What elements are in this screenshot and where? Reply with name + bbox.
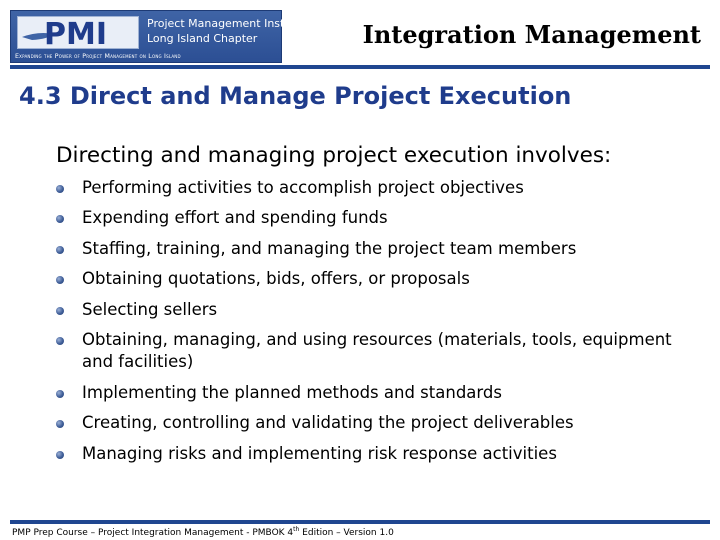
bullet-text: Expending effort and spending funds [82, 208, 388, 228]
bullet-item [56, 443, 706, 465]
bullet-item [56, 382, 706, 404]
pmi-logo-mark [17, 16, 139, 49]
bullet-icon [56, 276, 64, 284]
bullet-item [56, 412, 706, 434]
bullet-item [56, 238, 706, 260]
bullet-icon [56, 390, 64, 398]
logo-tagline: Expanding the Power of Project Management on Long Island [15, 53, 181, 60]
slide-title: 4.3 Direct and Manage Project Execution [19, 82, 572, 110]
bullet-item [56, 268, 706, 290]
slide-intro: Directing and managing project execution involves: [56, 143, 612, 168]
bullet-list [56, 177, 706, 473]
header-divider [10, 65, 710, 69]
footer-suffix: Edition – Version 1.0 [299, 528, 394, 538]
pmi-letters: PMI [44, 17, 108, 48]
bullet-text: Implementing the planned methods and standards [82, 382, 502, 402]
bullet-text: Staffing, training, and managing the project team members [82, 238, 577, 258]
bullet-text: Creating, controlling and validating the project deliverables [82, 413, 574, 433]
section-title: Integration Management [362, 20, 701, 49]
bullet-icon [56, 451, 64, 459]
logo-chapter-name: Long Island Chapter [147, 32, 258, 45]
bullet-text: Selecting sellers [82, 299, 218, 319]
bullet-item [56, 207, 706, 229]
bullet-icon [56, 420, 64, 428]
logo-org-name: Project Management Institute [147, 17, 310, 30]
bullet-item [56, 329, 706, 373]
bullet-text: Obtaining quotations, bids, offers, or proposals [82, 269, 470, 289]
footer-superscript: th [293, 526, 300, 533]
bullet-text: Performing activities to accomplish project objectives [82, 178, 524, 197]
pmi-logo [10, 10, 310, 63]
bullet-icon [56, 307, 64, 315]
footer-prefix: PMP Prep Course – Project Integration Management - PMBOK 4 [12, 528, 294, 538]
bullet-item [56, 299, 706, 321]
bullet-icon [56, 246, 64, 254]
bullet-item [56, 177, 706, 199]
bullet-icon [56, 337, 64, 345]
footer-divider [10, 520, 710, 524]
footer-text [12, 526, 394, 538]
bullet-icon [56, 185, 64, 193]
bullet-text: Obtaining, managing, and using resources (materials, tools, equipment and facilities) [82, 329, 672, 371]
bullet-text: Managing risks and implementing risk response activities [82, 443, 557, 463]
bullet-icon [56, 215, 64, 223]
